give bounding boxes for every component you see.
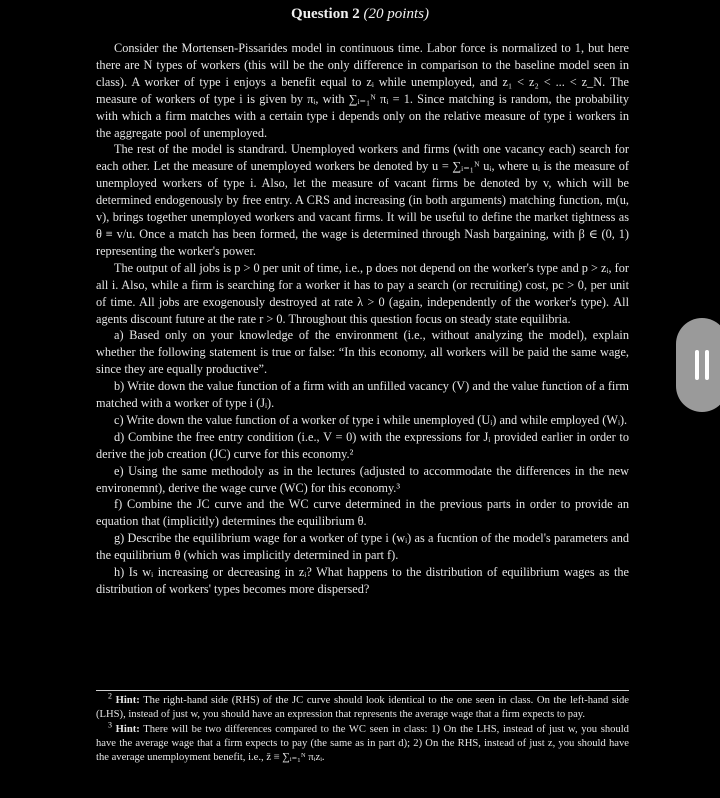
footnote (96, 720, 629, 766)
question-part-e: e) Using the same methodoly as in the lectures (adjusted to accommodate the differences in the new environemnt), derive the wage curve (WC) for this economy.³ (96, 463, 629, 495)
grip-bar (705, 350, 709, 380)
footnote-label: Hint: (115, 695, 140, 706)
question-title (0, 6, 720, 23)
footnote-text: The right-hand side (RHS) of the JC curve should look identical to the one seen in class. On the left-hand side (LHS), instead of just w, you should have an expression that represents the average wage that a firm expects to pay. (96, 695, 629, 721)
footnote-mark: 3 (108, 720, 112, 730)
question-part-g: g) Describe the equilibrium wage for a worker of type i (wᵢ) as a fucntion of the model's parameters and the equilibrium θ (which was implicitly determined in part f). (96, 531, 629, 563)
footnote (96, 691, 629, 723)
question-part-c: c) Write down the value function of a worker of type i while unemployed (Uᵢ) and while employed (Wᵢ). (114, 412, 628, 427)
footnote-label: Hint: (115, 723, 140, 735)
footnote-text: There will be two differences compared to the WC seen in class: 1) On the LHS, instead of just w, you should have the average wage that a firm expects to pay (the same as in part d); 2) On the RHS, instead of just z, you should have the average unemployment benefit, i.e., z̄ ≡ ∑ᵢ₌₁ᴺ πᵢzᵢ. (96, 723, 629, 764)
setup-paragraph: The rest of the model is standrard. Unemployed workers and firms (with one vacancy each) search for each other. Let the measure of unemployed workers be denoted by u = ∑ᵢ₌₁ᴺ uᵢ, where uᵢ is the measure of unemployed workers of type i. Also, let the measure of vacant firms be denoted by v, which will be determined endogenously by free entry. A CRS and increasing (in both arguments) matching function, m(u, v), brings together unemployed workers and vacant firms. It will be useful to define the market tightness as θ ≡ v/u. Once a match has been formed, the wage is determined through Nash bargaining, with β ∈ (0, 1) representing the worker's power. (96, 142, 629, 258)
page-scroll-handle[interactable] (676, 318, 720, 412)
footnote-mark: 2 (108, 691, 112, 701)
question-body (96, 40, 629, 598)
question-part-h: h) Is wᵢ increasing or decreasing in zᵢ? What happens to the distribution of equilibrium wages as the distribution of workers' types becomes more dispersed? (96, 565, 629, 596)
question-part-b: b) Write down the value function of a firm with an unfilled vacancy (V) and the value function of a firm matched with a worker of type i (Jᵢ). (96, 379, 629, 411)
question-points: (20 points) (363, 6, 429, 22)
grip-bar (695, 350, 699, 380)
question-heading: Question 2 (291, 6, 360, 22)
assumptions-paragraph: The output of all jobs is p > 0 per unit of time, i.e., p does not depend on the worker's type and p > zᵢ, for all i. Also, while a firm is searching for a worker it has to pay a search (or recruiting) cost, pc > 0, per unit of time. All jobs are exogenously destroyed at rate λ > 0 (again, independently of the worker's type). All agents discount future at the rate r > 0. Throughout this question focus on steady state equilibria. (96, 260, 629, 326)
question-part-a: a) Based only on your knowledge of the environment (i.e., without analyzing the model), explain whether the following statement is true or false: “In this economy, all workers will be paid the same wage, since they are equally productive”. (96, 328, 629, 377)
footnotes (96, 690, 629, 765)
question-part-d: d) Combine the free entry condition (i.e., V = 0) with the expressions for Jᵢ provided earlier in order to derive the job creation (JC) curve for this economy.² (96, 429, 629, 461)
intro-paragraph: Consider the Mortensen-Pissarides model in continuous time. Labor force is normalized to 1, but here there are N types of workers (this will be the only difference in comparison to the baseline model seen in class). A worker of type i enjoys a benefit equal to zᵢ while unemployed, and z₁ < z₂ < ... < z_N. The measure of workers of type i is given by πᵢ, with ∑ᵢ₌₁ᴺ πᵢ = 1. Since matching is random, the probability with which a firm matches with a certain type i depends only on the relative measure of type i workers in the aggregate pool of unemployed. (96, 41, 629, 140)
question-part-f: f) Combine the JC curve and the WC curve determined in the previous parts in order to provide an equation that (implicitly) determines the equilibrium θ. (96, 497, 629, 529)
